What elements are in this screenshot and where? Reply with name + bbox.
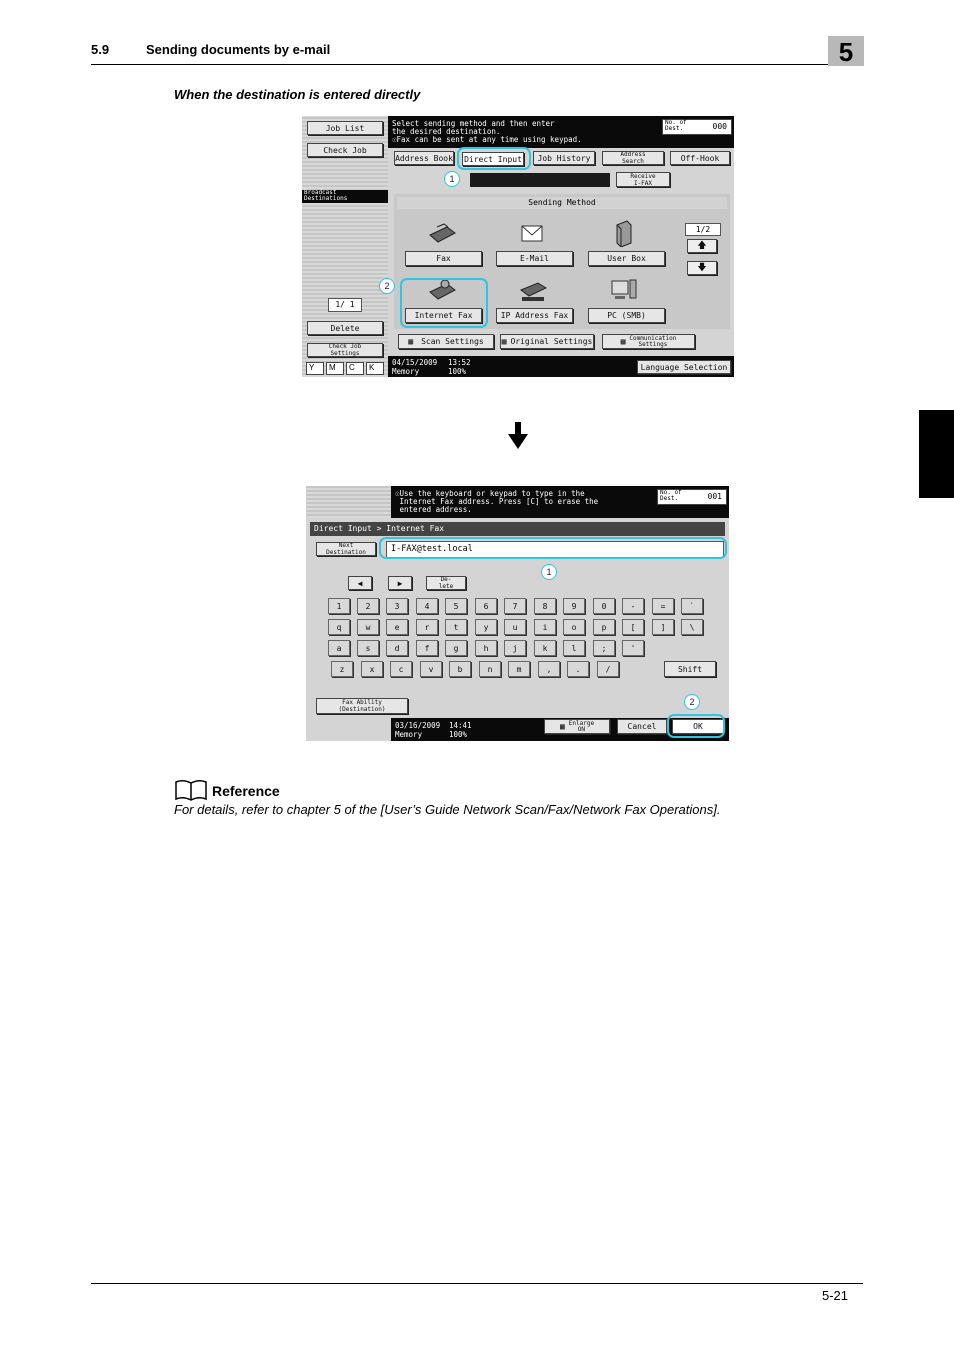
breadcrumb: Direct Input > Internet Fax (310, 522, 725, 536)
receive-ifax-button[interactable]: Receive I-FAX (616, 172, 670, 187)
reference-text: For details, refer to chapter 5 of the [User’s Guide Network Scan/Fax/Network Fax Operations]. (174, 802, 721, 817)
key[interactable]: ; (593, 640, 615, 656)
arrow-left-icon: ◀ (357, 578, 363, 588)
method-email-button[interactable]: E-Mail (496, 251, 573, 266)
chapter-side-tab (919, 410, 954, 498)
original-settings-label: Original Settings (510, 337, 593, 346)
key[interactable]: t (445, 619, 467, 635)
enlarge-button[interactable] (544, 719, 610, 734)
key[interactable]: 2 (357, 598, 379, 614)
key[interactable]: l (563, 640, 585, 656)
key[interactable]: 7 (504, 598, 526, 614)
screen-direct-input-keyboard (306, 486, 729, 741)
toner-y: Y (306, 362, 324, 375)
communication-settings-label: Communication Settings (629, 334, 677, 348)
tab-off-hook[interactable]: Off-Hook (670, 151, 730, 165)
address-input-value: I-FAX@test.local (391, 544, 473, 554)
delete-button[interactable]: Delete (307, 321, 383, 335)
section-title: Sending documents by e-mail (146, 42, 331, 57)
footer-rule (91, 1283, 863, 1284)
highlight-ok (667, 714, 725, 738)
enlarge-label: Enlarge ON (568, 719, 595, 733)
key[interactable]: q (328, 619, 350, 635)
key[interactable]: y (475, 619, 497, 635)
highlight-address-input (379, 537, 727, 559)
toner-c: C (346, 362, 364, 375)
reference-title: Reference (212, 783, 280, 799)
status-memory-label: Memory (395, 730, 423, 739)
destination-field[interactable] (470, 173, 610, 187)
header-rule (91, 64, 863, 65)
status-memory-value: 100% (448, 367, 467, 376)
left-strip (306, 486, 391, 518)
cursor-right-button[interactable] (388, 576, 412, 590)
key[interactable]: k (534, 640, 556, 656)
message-bar: Select sending method and then enter the desired destination. ☉Fax can be sent at any time using keypad. (388, 116, 734, 148)
key[interactable]: ' (622, 640, 644, 656)
method-ip-address-fax-button[interactable]: IP Address Fax (496, 308, 573, 323)
key[interactable]: 5 (445, 598, 467, 614)
method-internet-fax-button[interactable]: Internet Fax (405, 308, 482, 323)
key[interactable]: b (449, 661, 471, 677)
pc-icon (609, 278, 639, 302)
key[interactable]: n (479, 661, 501, 677)
arrow-down-icon (508, 422, 528, 455)
fax-ability-button[interactable]: Fax Ability (Destination) (316, 698, 408, 714)
callout-1: 1 (541, 564, 557, 580)
scan-settings-icon: ▦ (408, 337, 414, 346)
original-settings-button[interactable] (500, 334, 594, 349)
key[interactable]: i (534, 619, 556, 635)
key[interactable]: w (357, 619, 379, 635)
key[interactable]: 3 (386, 598, 408, 614)
arrow-up-icon: 🡅 (697, 240, 707, 251)
email-icon (518, 223, 548, 247)
callout-2: 2 (684, 694, 700, 710)
page-indicator: 1/2 (685, 223, 721, 236)
cancel-button[interactable]: Cancel (617, 719, 667, 734)
key[interactable]: 1 (328, 598, 350, 614)
original-settings-icon: ▦ (501, 337, 507, 346)
toner-m: M (326, 362, 344, 375)
fax-icon (427, 221, 457, 245)
key[interactable]: o (563, 619, 585, 635)
status-time: 13:52 (448, 358, 471, 367)
counter-display: 1/ 1 (328, 298, 362, 312)
broadcast-label: Broadcast Destinations (302, 190, 388, 203)
ip-address-fax-icon (518, 278, 548, 302)
key[interactable]: 4 (416, 598, 438, 614)
key[interactable]: / (597, 661, 619, 677)
status-date: 04/15/2009 (392, 358, 438, 367)
key[interactable]: s (357, 640, 379, 656)
key[interactable]: z (331, 661, 353, 677)
key[interactable]: - (622, 598, 644, 614)
method-fax-button[interactable]: Fax (405, 251, 482, 266)
check-job-settings-button[interactable]: Check Job Settings (307, 343, 383, 357)
key[interactable]: r (416, 619, 438, 635)
key[interactable]: \ (681, 619, 703, 635)
cursor-left-button[interactable] (348, 576, 372, 590)
tab-address-book[interactable]: Address Book (394, 151, 454, 165)
enlarge-icon: ▦ (559, 722, 565, 731)
key[interactable]: m (508, 661, 530, 677)
key[interactable]: ` (681, 598, 703, 614)
screen-sending-method (302, 116, 734, 377)
key[interactable]: f (416, 640, 438, 656)
key[interactable]: d (386, 640, 408, 656)
key[interactable]: p (593, 619, 615, 635)
sending-method-title: Sending Method (397, 197, 727, 209)
message-bar: ☉Use the keyboard or keypad to type in the Internet Fax address. Press [C] to erase the entered address. (391, 486, 729, 518)
key[interactable]: j (504, 640, 526, 656)
key[interactable]: c (390, 661, 412, 677)
callout-1: 1 (444, 171, 460, 187)
key[interactable]: ] (652, 619, 674, 635)
key[interactable]: [ (622, 619, 644, 635)
dest-count-label: No. of Dest. (665, 119, 687, 132)
key[interactable]: v (420, 661, 442, 677)
scan-settings-label: Scan Settings (421, 337, 484, 346)
communication-settings-icon: ▦ (620, 337, 626, 346)
callout-2: 2 (379, 278, 395, 294)
arrow-right-icon: ▶ (397, 578, 403, 588)
key[interactable]: 6 (475, 598, 497, 614)
status-memory-value: 100% (449, 730, 468, 739)
scan-settings-button[interactable] (398, 334, 494, 349)
arrow-down-icon: 🡇 (697, 262, 707, 273)
tab-direct-input[interactable]: Direct Input (462, 152, 524, 166)
dest-count-box (662, 119, 732, 135)
status-memory-label: Memory (392, 367, 420, 376)
ok-button[interactable]: OK (672, 719, 724, 734)
key[interactable]: e (386, 619, 408, 635)
key[interactable]: , (538, 661, 560, 677)
dest-count-box (657, 489, 727, 505)
next-destination-button[interactable]: Next Destination (316, 542, 376, 556)
status-date: 03/16/2009 (395, 721, 441, 730)
key[interactable]: 8 (534, 598, 556, 614)
method-pc-smb-button[interactable]: PC (SMB) (588, 308, 665, 323)
tab-job-history[interactable]: Job History (533, 151, 595, 165)
key[interactable]: = (652, 598, 674, 614)
toner-indicator (306, 362, 384, 375)
check-job-button[interactable]: Check Job (307, 143, 383, 157)
tab-address-search[interactable]: Address Search (602, 151, 664, 165)
key[interactable]: . (567, 661, 589, 677)
section-number: 5.9 (91, 42, 110, 57)
communication-settings-button[interactable] (602, 334, 695, 349)
key[interactable]: h (475, 640, 497, 656)
key[interactable]: 9 (563, 598, 585, 614)
delete-key[interactable]: De- lete (426, 576, 466, 590)
key[interactable]: a (328, 640, 350, 656)
user-box-icon (609, 219, 639, 243)
job-list-button[interactable]: Job List (307, 121, 383, 135)
page-number: 5-21 (822, 1288, 849, 1303)
highlight-direct-input (457, 147, 531, 170)
language-selection-button[interactable]: Language Selection (637, 360, 731, 374)
dest-count-label: No. of Dest. (660, 489, 682, 502)
toner-k: K (366, 362, 384, 375)
key[interactable]: 0 (593, 598, 615, 614)
subheading: When the destination is entered directly (174, 87, 421, 102)
shift-key[interactable]: Shift (664, 661, 716, 677)
key[interactable]: u (504, 619, 526, 635)
key[interactable]: g (445, 640, 467, 656)
dest-count-value: 000 (712, 122, 727, 131)
key[interactable]: x (361, 661, 383, 677)
method-user-box-button[interactable]: User Box (588, 251, 665, 266)
scroll-up-button[interactable] (687, 239, 717, 253)
dest-count-value: 001 (707, 492, 722, 501)
status-time: 14:41 (449, 721, 472, 730)
chapter-number: 5 (838, 37, 854, 67)
highlight-internet-fax (400, 278, 488, 328)
scroll-down-button[interactable] (687, 261, 717, 275)
